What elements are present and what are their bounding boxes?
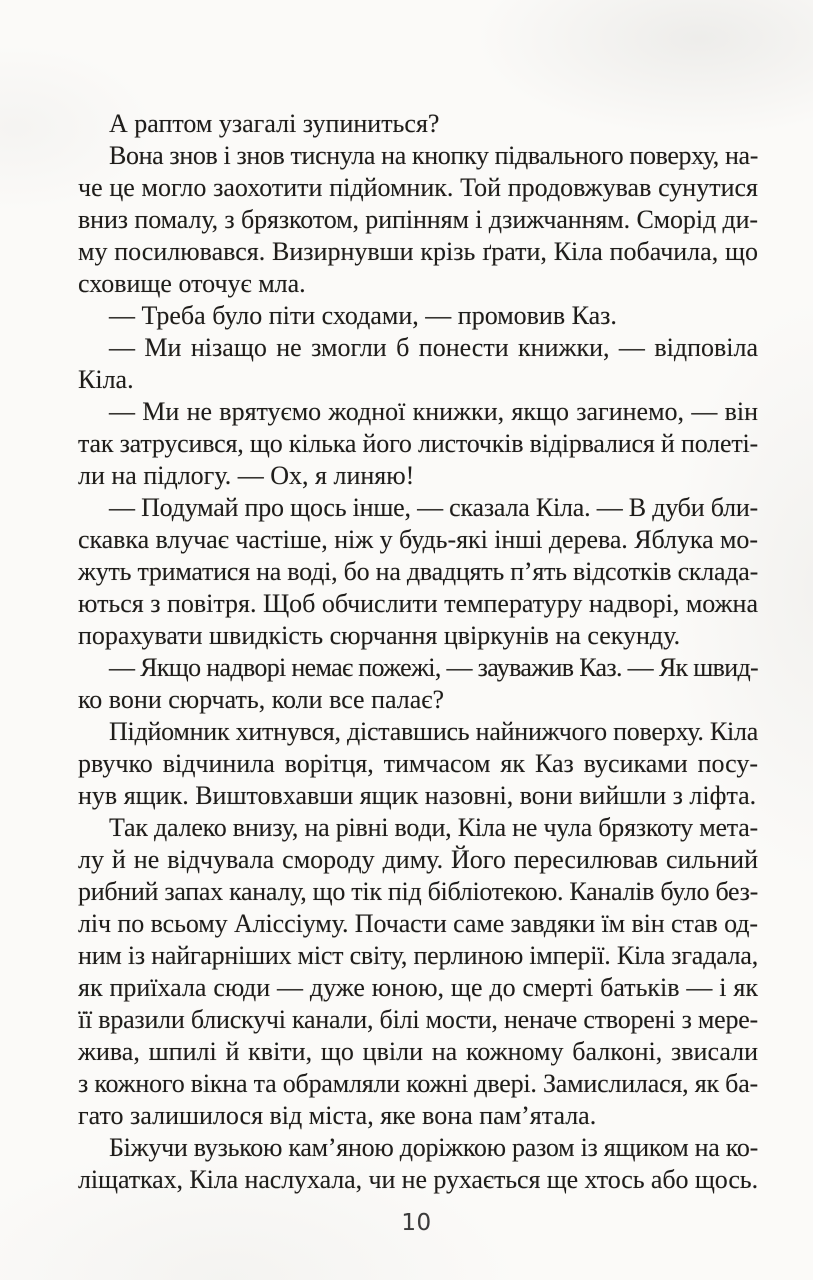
text-line <box>78 908 758 940</box>
text-line-text: Кіла. <box>78 365 134 394</box>
text-line-text: му посилювався. Визирнувши крізь ґрати, Кіла побачила, що <box>78 237 758 266</box>
text-line-text: Підйомник хитнувся, діставшись найнижчого поверху. Кіла <box>109 717 758 746</box>
text-line <box>78 652 758 684</box>
text-line-text: гато залишилося від міста, яке вона пам’ятала. <box>78 1101 597 1130</box>
text-line-text: жива, шпилі й квіти, що цвіли на кожному балконі, звисали <box>78 1037 758 1066</box>
text-line-text: ко вони сюрчать, коли все палає? <box>78 685 444 714</box>
text-line <box>78 684 758 716</box>
text-line-text: лу й не відчувала смороду диму. Його пересилював сильний <box>78 845 758 874</box>
text-line <box>78 844 758 876</box>
text-line <box>78 556 758 588</box>
text-line <box>78 524 758 556</box>
text-line <box>78 1004 758 1036</box>
text-line <box>78 1068 758 1100</box>
text-line <box>78 492 758 524</box>
text-line <box>78 940 758 972</box>
text-line <box>78 140 758 172</box>
text-line-text: — Ми не врятуємо жодної книжки, якщо загинемо, — він <box>109 397 758 426</box>
page-number: 10 <box>401 1210 432 1236</box>
text-line-text: — Подумай про щось інше, — сказала Кіла. — В дуби бли- <box>109 493 758 522</box>
text-line <box>78 1132 758 1164</box>
text-line <box>78 428 758 460</box>
text-line-text: рвучко відчинила ворітця, тимчасом як Каз вусиками посу- <box>78 749 758 778</box>
text-line-text: че це могло заохотити підйомник. Той продовжував сунутися <box>78 173 758 202</box>
text-line-text: А раптом узагалі зупиниться? <box>109 109 440 138</box>
text-line <box>78 236 758 268</box>
text-line-text: рибний запах каналу, що тік під бібліотекою. Каналів було без- <box>78 877 758 906</box>
text-line-text: її вразили блискучі канали, білі мости, неначе створені з мере- <box>78 1005 758 1034</box>
text-line <box>78 204 758 236</box>
text-line <box>78 332 758 364</box>
text-line <box>78 1100 758 1132</box>
text-line-text: ли на підлогу. — Ох, я линяю! <box>78 461 415 490</box>
text-line-text: ним із найгарніших міст світу, перлиною імперії. Кіла згадала, <box>78 941 758 970</box>
text-line-text: жуть триматися на воді, бо на двадцять п’ять відсотків склада- <box>78 557 758 586</box>
text-line <box>78 268 758 300</box>
text-line-text: порахувати швидкість сюрчання цвіркунів на секунду. <box>78 621 681 650</box>
text-line-text: з кожного вікна та обрамляли кожні двері. Замислилася, як ба- <box>78 1069 759 1098</box>
text-line <box>78 108 758 140</box>
text-line <box>78 1036 758 1068</box>
text-line <box>78 716 758 748</box>
text-line <box>78 300 758 332</box>
text-line <box>78 364 758 396</box>
text-line-text: Біжучи вузькою кам’яною доріжкою разом із ящиком на ко- <box>109 1133 758 1162</box>
text-line <box>78 748 758 780</box>
text-line <box>78 780 758 812</box>
text-line-text: ліч по всьому Аліссіуму. Почасти саме завдяки їм він став од- <box>78 909 758 938</box>
text-line-text: вниз помалу, з брязкотом, рипінням і дзижчанням. Сморід ди- <box>78 205 758 234</box>
text-line <box>78 460 758 492</box>
text-line-text: — Ми нізащо не змогли б понести книжки, — відповіла <box>109 333 758 362</box>
text-line-text: Так далеко внизу, на рівні води, Кіла не чула брязкоту мета- <box>109 813 758 842</box>
text-line-text: — Треба було піти сходами, — промовив Каз. <box>109 301 617 330</box>
text-line-text: ються з повітря. Щоб обчислити температуру надворі, можна <box>78 589 758 618</box>
text-block <box>78 108 758 1196</box>
text-line <box>78 972 758 1004</box>
text-line-text: Вона знов і знов тиснула на кнопку підвального поверху, на- <box>109 141 758 170</box>
text-line <box>78 876 758 908</box>
text-line <box>78 620 758 652</box>
text-line <box>78 588 758 620</box>
text-line-text: ліщатках, Кіла наслухала, чи не рухається ще хтось або щось. <box>78 1165 758 1194</box>
text-line <box>78 812 758 844</box>
text-line-text: як приїхала сюди — дуже юною, ще до смерті батьків — і як <box>78 973 758 1002</box>
text-line-text: сховище оточує мла. <box>78 269 306 298</box>
text-line-text: скавка влучає частіше, ніж у будь-які інші дерева. Яблука мо- <box>78 525 758 554</box>
text-line <box>78 172 758 204</box>
text-line <box>78 396 758 428</box>
text-line-text: так затрусився, що кілька його листочків відірвалися й полеті- <box>78 429 758 458</box>
text-line <box>78 1164 758 1196</box>
text-line-text: — Якщо надворі немає пожежі, — зауважив Каз. — Як швид- <box>109 653 758 682</box>
text-line-text: нув ящик. Виштовхавши ящик назовні, вони вийшли з ліфта. <box>78 781 757 810</box>
